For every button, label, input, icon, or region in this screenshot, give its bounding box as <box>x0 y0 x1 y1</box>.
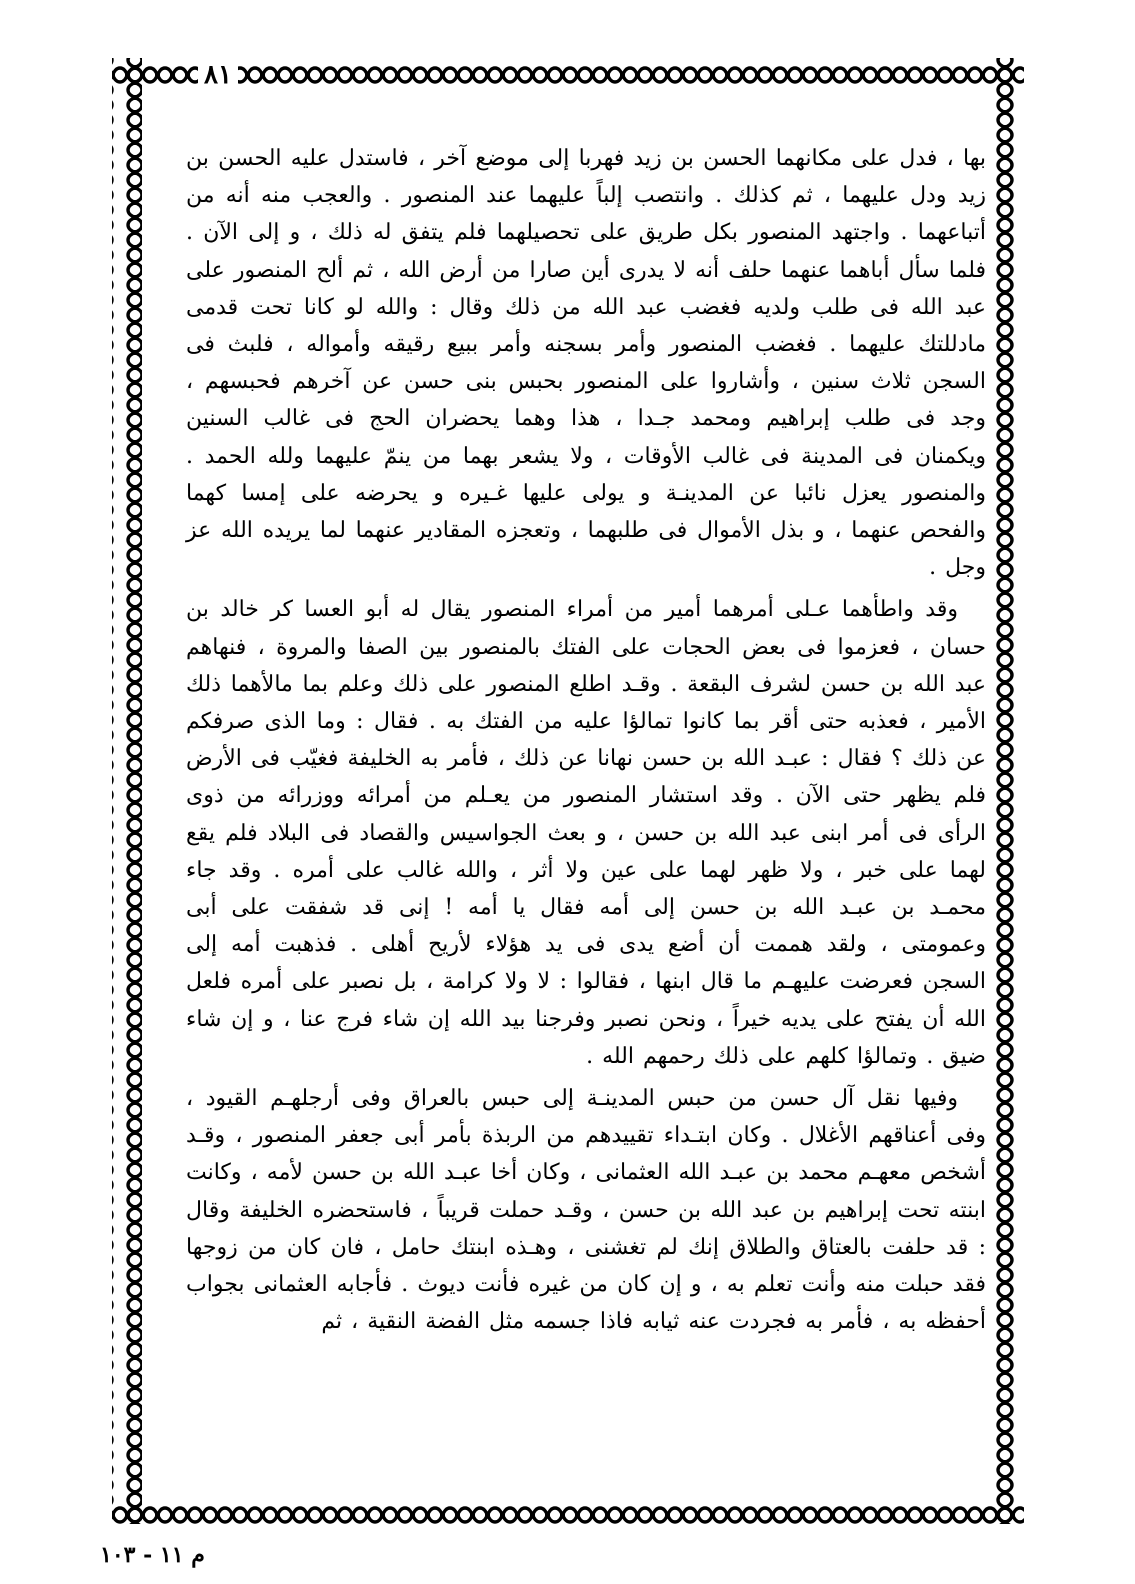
signature-mark: م ١١ - ١٠٣ <box>100 1542 205 1568</box>
paragraph: وفيها نقل آل حسن من حبس المدينـة إلى حبس بالعراق وفى أرجلهـم القيود ، وفى أعناقهم الأغلال . وكان ابتـداء تقييدهم من الربذة بأمر أبى جعفر المنصور ، وقـد أشخص معهـم محمد بن عبـد الله العثمانى ، وكان أخا عبـد الله بن حسن لأمه ، وكانت ابنته تحت إبراهيم بن عبد الله بن حسن ، وقـد حملت قريباً ، فاستحضره الخليفة وقال : قد حلفت بالعتاق والطلاق إنك لم تغشنى ، وهـذه ابنتك حامل ، فان كان من زوجها فقد حبلت منه وأنت تعلم به ، و إن كان من غيره فأنت ديوث . فأجابه العثمانى بجواب أحفظه به ، فأمر به فجردت عنه ثيابه فاذا جسمه مثل الفضة النقية ، ثم <box>186 1086 986 1335</box>
body-text <box>186 140 986 1341</box>
page-number: ٨١ <box>198 60 238 90</box>
paragraph: وقد واطأهما عـلى أمرهما أمير من أمراء المنصور يقال له أبو العسا كر خالد بن حسان ، فعزموا فى بعض الحجات على الفتك بالمنصور بين الصفا والمروة ، فنهاهم عبد الله بن حسن لشرف البقعة . وقـد اطلع المنصور على ذلك وعلم بما مالأهما ذلك الأمير ، فعذبه حتى أقر بما كانوا تمالؤا عليه من الفتك به . فقال : وما الذى صرفكم عن ذلك ؟ فقال : عبـد الله بن حسن نهانا عن ذلك ، فأمر به الخليفة فغيّب فى الأرض فلم يظهر حتى الآن . وقد استشار المنصور من يعـلم من أمرائه ووزرائه من ذوى الرأى فى أمر ابنى عبد الله بن حسن ، و بعث الجواسيس والقصاد فى البلاد فلم يقع لهما على خبر ، ولا ظهر لهما على عين ولا أثر ، والله غالب على أمره . وقد جاء محمـد بن عبـد الله بن حسن إلى أمه فقال يا أمه ! إنى قد شفقت على أبى وعمومتى ، ولقد هممت أن أضع يدى فى يد هؤلاء لأريح أهلى . فذهبت أمه إلى السجن فعرضت عليهـم ما قال ابنها ، فقالوا : لا ولا كرامة ، بل نصبر على أمره فلعل الله أن يفتح على يديه خيراً ، ونحن نصبر وفرجنا بيد الله إن شاء فرج عنا ، و إن شاء ضيق . وتمالؤا كلهم على ذلك رحمهم الله . <box>186 597 986 1069</box>
border-top <box>112 58 1024 88</box>
border-bottom <box>112 1494 1024 1524</box>
paragraph: بها ، فدل على مكانهما الحسن بن زيد فهربا إلى موضع آخر ، فاستدل عليه الحسن بن زيد ودل عليهما ، ثم كذلك . وانتصب إلباً عليهما عند المنصور . والعجب منه أنه من أتباعهما . واجتهد المنصور بكل طريق على تحصيلهما فلم يتفق له ذلك ، و إلى الآن . فلما سأل أباهما عنهما حلف أنه لا يدرى أين صارا من أرض الله ، ثم ألح المنصور على عبد الله فى طلب ولديه فغضب عبد الله من ذلك وقال : والله لو كانا تحت قدمى مادللتك عليهما . فغضب المنصور وأمر بسجنه وأمر ببيع رقيقه وأمواله ، فلبث فى السجن ثلاث سنين ، وأشاروا على المنصور بحبس بنى حسن عن آخرهم فحبسهم ، وجد فى طلب إبراهيم ومحمد جـدا ، هذا وهما يحضران الحج فى غالب السنين ويكمنان فى المدينة فى غالب الأوقات ، ولا يشعر بهما من ينمّ عليهما ولله الحمد . والمنصور يعزل نائبا عن المدينـة و يولى عليها غـيره و يحرضه على إمسا كهما والفحص عنهما ، و بذل الأموال فى طلبهما ، وتعجزه المقادير عنهما لما يريده الله عز وجل . <box>186 146 986 581</box>
border-right <box>994 58 1024 1524</box>
border-left <box>112 58 142 1524</box>
